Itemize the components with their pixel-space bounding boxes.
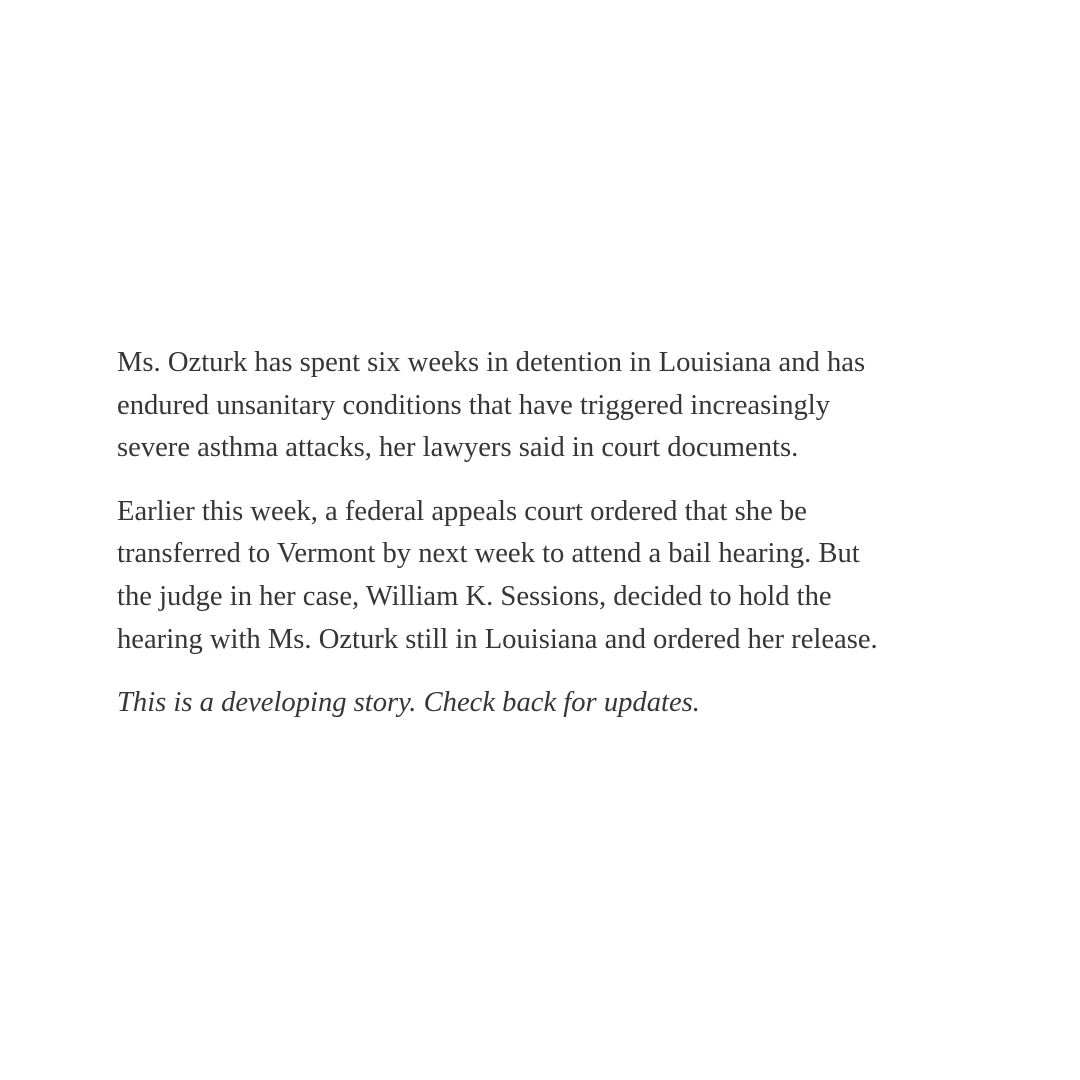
article-paragraph [117, 491, 977, 661]
paragraph-line: Earlier this week, a federal appeals court ordered that she be [117, 495, 807, 527]
paragraph-line: transferred to Vermont by next week to attend a bail hearing. But [117, 538, 860, 570]
paragraph-line: hearing with Ms. Ozturk still in Louisiana and ordered her release. [117, 623, 878, 655]
paragraph-line: the judge in her case, William K. Sessions, decided to hold the [117, 580, 832, 612]
paragraph-line: severe asthma attacks, her lawyers said in court documents. [117, 432, 799, 464]
article-paragraph [117, 342, 977, 470]
article-body [117, 342, 977, 746]
paragraph-line: Ms. Ozturk has spent six weeks in detention in Louisiana and has [117, 347, 866, 378]
paragraph-line: endured unsanitary conditions that have triggered increasingly [117, 389, 831, 421]
developing-story-note: This is a developing story. Check back for updates. [117, 687, 700, 719]
